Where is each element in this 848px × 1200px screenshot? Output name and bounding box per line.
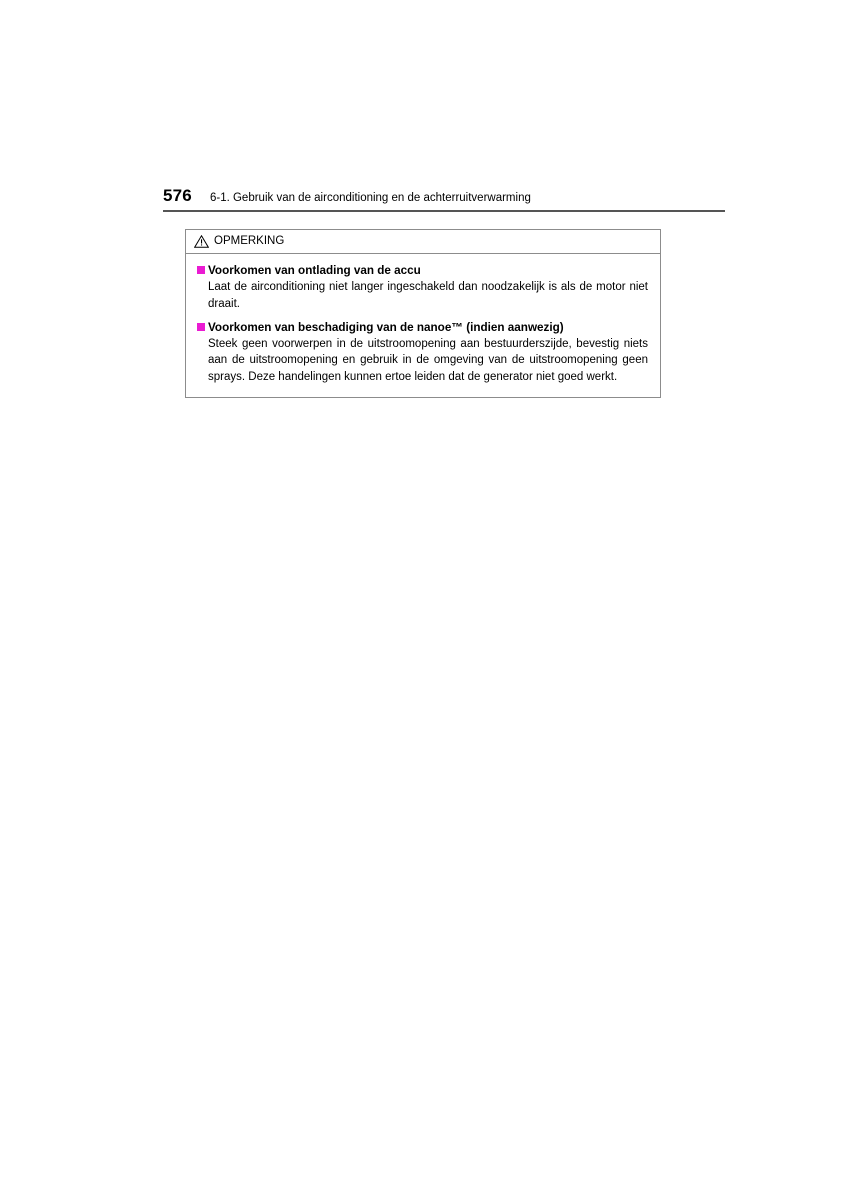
- notice-item: [197, 263, 649, 312]
- notice-item-title: Voorkomen van beschadiging van de nanoe™ (indien aanwezig): [208, 320, 564, 334]
- notice-header: [186, 230, 660, 254]
- notice-label: OPMERKING: [214, 234, 285, 247]
- notice-item-title-row: [197, 263, 649, 278]
- notice-item-title: Voorkomen van ontlading van de accu: [208, 264, 421, 277]
- notice-item-text: Laat de airconditioning niet langer ingeschakeld dan noodzakelijk is als de motor niet draait.: [208, 281, 648, 310]
- square-bullet-icon: [197, 323, 205, 331]
- notice-item-title-row: [197, 320, 649, 335]
- page-number: 576: [163, 186, 192, 205]
- page-title: 6-1. Gebruik van de airconditioning en de achterruitverwarming: [209, 192, 531, 204]
- notice-box: [185, 229, 661, 398]
- notice-body: [186, 254, 660, 397]
- page-header: [163, 186, 725, 206]
- square-bullet-icon: [197, 266, 205, 274]
- warning-triangle-icon: [194, 235, 209, 248]
- notice-item: [197, 320, 649, 385]
- header-divider: [163, 210, 725, 212]
- notice-item-text: Steek geen voorwerpen in de uitstroomopening aan bestuurderszijde, bevestig niets aan de uitstroomopening en gebruik in de omgeving van de uitstroomopening geen sprays. Deze handelingen kunnen ertoe leiden dat de generator niet goed werkt.: [208, 338, 648, 383]
